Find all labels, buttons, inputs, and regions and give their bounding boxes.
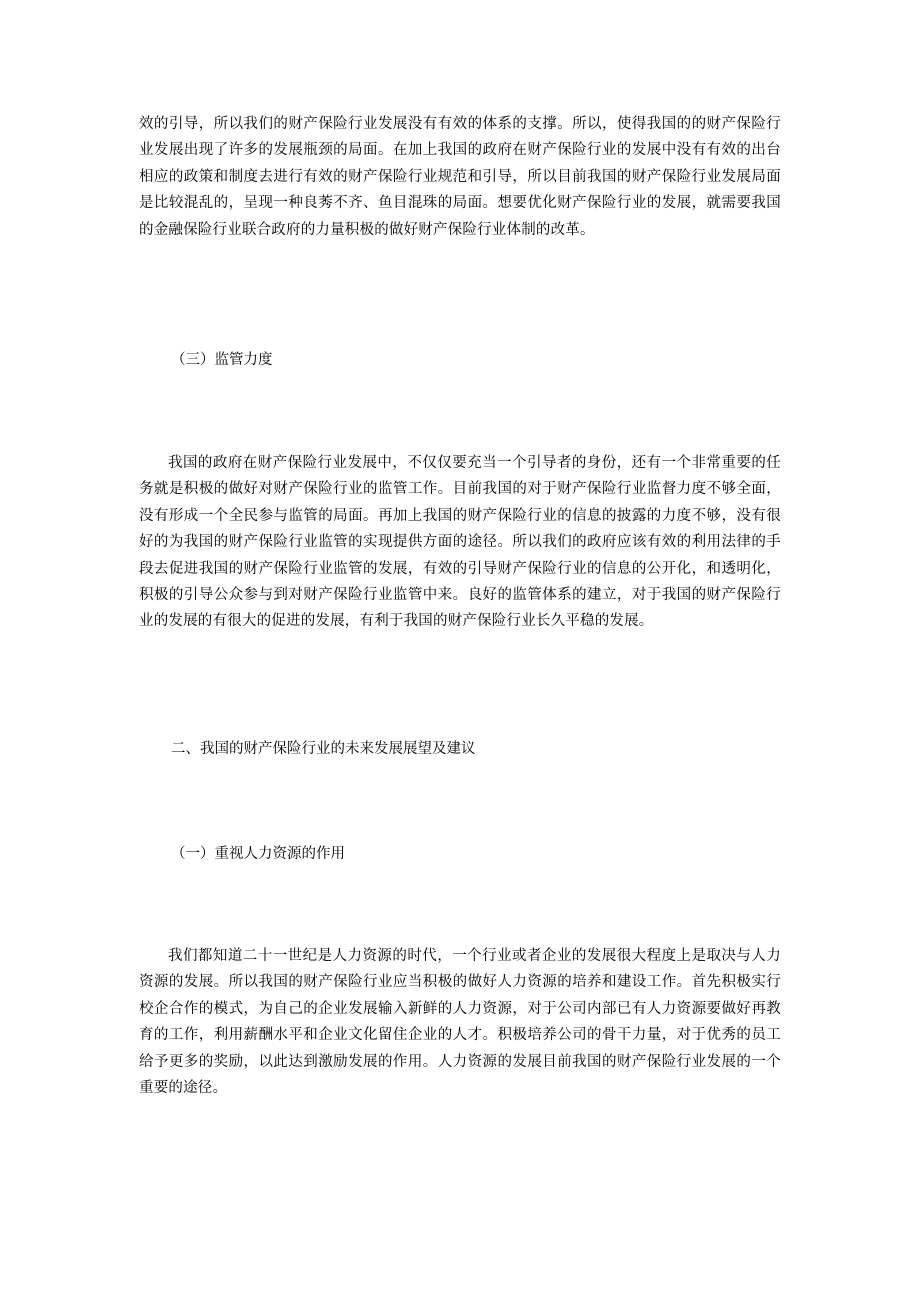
section-heading-human-resources: （一）重视人力资源的作用 [171,846,345,862]
body-paragraph-3: 我们都知道二十一世纪是人力资源的时代，一个行业或者企业的发展很大程度上是取决与人力资源的发展。所以我国的财产保险行业应当积极的做好人力资源的培养和建设工作。首先积极实行校企合作的模式，为自己的企业发展输入新鲜的人力资源，对于公司内部已有人力资源要做好再教育的工作，利用薪酬水平和企业文化留住企业的人才。积极培养公司的骨干力量，对于优秀的员工给予更多的奖励，以此达到激励发展的作用。人力资源的发展目前我国的财产保险行业发展的一个重要的途径。 [139,948,781,1097]
body-paragraph-2: 我国的政府在财产保险行业发展中，不仅仅要充当一个引导者的身份，还有一个非常重要的任务就是积极的做好对财产保险行业的监管工作。目前我国的对于财产保险行业监督力度不够全面，没有形成一个全民参与监管的局面。再加上我国的财产保险行业的信息的披露的力度不够，没有很好的为我国的财产保险行业监管的实现提供方面的途径。所以我们的政府应该有效的利用法律的手段去促进我国的财产保险行业监管的发展，有效的引导财产保险行业的信息的公开化，和透明化，积极的引导公众参与到对财产保险行业监管中来。良好的监管体系的建立，对于我国的财产保险行业的发展的有很大的促进的发展，有利于我国的财产保险行业长久平稳的发展。 [139,455,781,630]
chapter-heading-outlook: 二、我国的财产保险行业的未来发展展望及建议 [171,741,476,757]
body-paragraph-1: 效的引导，所以我们的财产保险行业发展没有有效的体系的支撑。所以，使得我国的的财产保险行业发展出现了许多的发展瓶颈的局面。在加上我国的政府在财产保险行业的发展中没有有效的出台相应的政策和制度去进行有效的财产保险行业规范和引导，所以目前我国的财产保险行业发展局面是比较混乱的，呈现一种良莠不齐、鱼目混珠的局面。想要优化财产保险行业的发展，就需要我国的金融保险行业联合政府的力量积极的做好财产保险行业体制的改革。 [139,116,781,238]
section-heading-supervision: （三）监管力度 [171,352,273,368]
